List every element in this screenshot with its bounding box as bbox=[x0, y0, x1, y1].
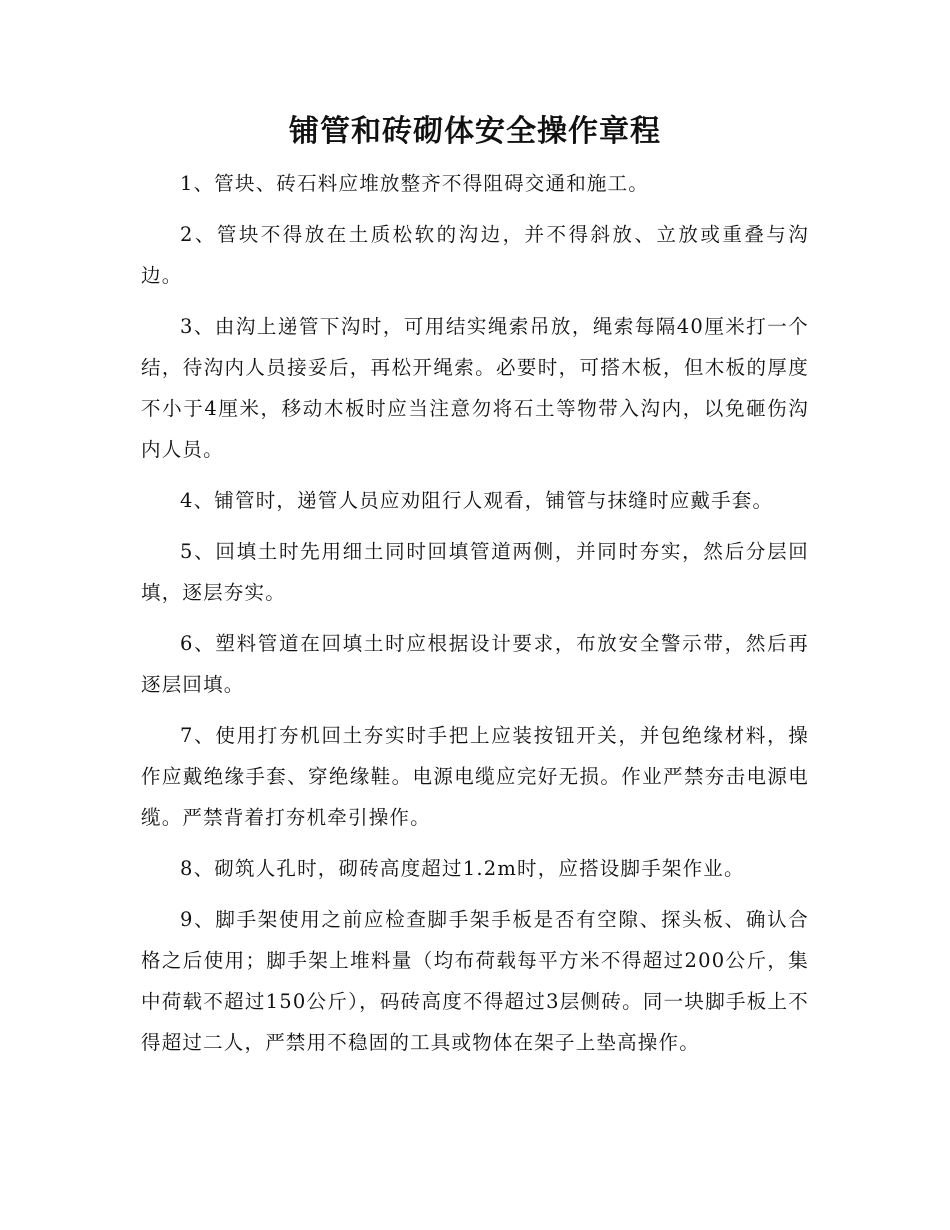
paragraph-3: 3、由沟上递管下沟时，可用结实绳索吊放，绳索每隔40厘米打一个结，待沟内人员接妥后，再松开绳索。必要时，可搭木板，但木板的厚度不小于4厘米，移动木板时应当注意勿将石土等物带入沟内，以免砸伤沟内人员。 bbox=[141, 315, 809, 461]
paragraph-4: 4、铺管时，递管人员应劝阻行人观看，铺管与抹缝时应戴手套。 bbox=[180, 489, 774, 512]
paragraph-8: 8、砌筑人孔时，砌砖高度超过1.2m时，应搭设脚手架作业。 bbox=[180, 857, 745, 880]
paragraph-6: 6、塑料管道在回填土时应根据设计要求，布放安全警示带，然后再逐层回填。 bbox=[141, 632, 809, 696]
paragraph-5: 5、回填土时先用细土同时回填管道两侧，并同时夯实，然后分层回填，逐层夯实。 bbox=[141, 540, 809, 604]
document-body bbox=[141, 163, 809, 1073]
paragraph-9: 9、脚手架使用之前应检查脚手架手板是否有空隙、探头板、确认合格之后使用；脚手架上堆料量（均布荷载每平方米不得超过200公斤，集中荷载不超过150公斤），码砖高度不得超过3层侧砖。同一块脚手板上不得超过二人，严禁用不稳固的工具或物体在架子上垫高操作。 bbox=[141, 908, 809, 1054]
paragraph-2: 2、管块不得放在土质松软的沟边，并不得斜放、立放或重叠与沟边。 bbox=[141, 223, 809, 287]
paragraph-1: 1、管块、砖石料应堆放整齐不得阻碍交通和施工。 bbox=[180, 172, 650, 195]
paragraph-7: 7、使用打夯机回土夯实时手把上应装按钮开关，并包绝缘材料，操作应戴绝缘手套、穿绝缘鞋。电源电缆应完好无损。作业严禁夯击电源电缆。严禁背着打夯机牵引操作。 bbox=[141, 724, 809, 829]
page-title: 铺管和砖砌体安全操作章程 bbox=[289, 114, 661, 149]
